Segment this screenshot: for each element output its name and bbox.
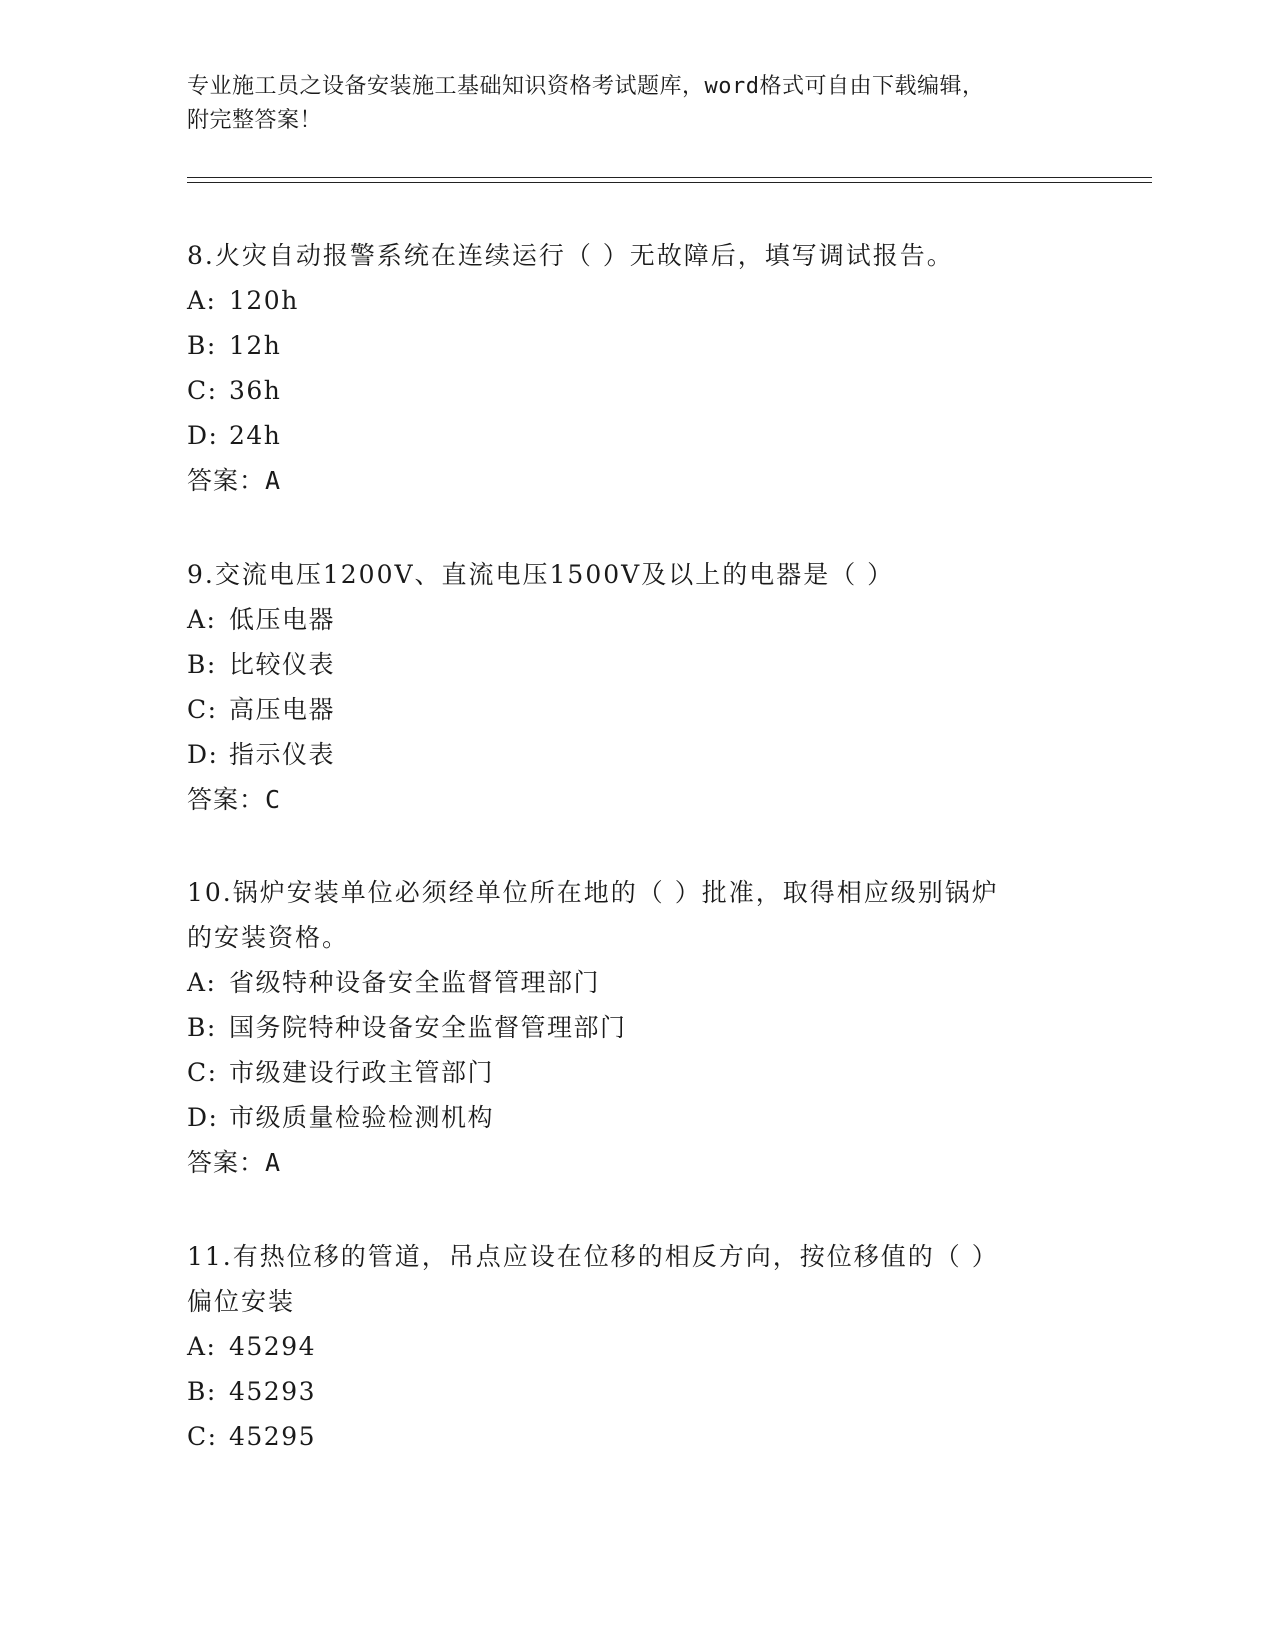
option-label: B: <box>187 331 217 360</box>
option-b <box>187 323 1087 368</box>
option-text: 24h <box>229 421 282 450</box>
option-b <box>187 1005 1087 1050</box>
option-text: 市级质量检验检测机构 <box>229 1103 495 1132</box>
question-stem-line-1: 10.锅炉安装单位必须经单位所在地的（ ）批准，取得相应级别锅炉 <box>187 878 999 907</box>
option-text: 12h <box>229 331 282 360</box>
header-line-2: 附完整答案！ <box>187 108 323 133</box>
option-a <box>187 278 1087 323</box>
answer-line: 答案：A <box>187 466 282 495</box>
option-b <box>187 1369 1087 1414</box>
option-label: C: <box>187 376 218 405</box>
option-label: D: <box>187 1103 219 1132</box>
option-text: 120h <box>229 286 299 315</box>
question-10 <box>187 870 1087 1185</box>
question-11 <box>187 1234 1087 1459</box>
question-stem: 8.火灾自动报警系统在连续运行（ ）无故障后，填写调试报告。 <box>187 241 954 270</box>
answer-line: 答案：C <box>187 785 282 814</box>
option-label: A: <box>187 1332 217 1361</box>
option-label: D: <box>187 740 219 769</box>
option-label: B: <box>187 1377 217 1406</box>
option-text: 45293 <box>229 1377 317 1406</box>
question-stem-line-2: 的安装资格。 <box>187 923 350 952</box>
question-8 <box>187 233 1087 503</box>
answer-line: 答案：A <box>187 1148 282 1177</box>
option-label: A: <box>187 968 217 997</box>
document-header <box>187 70 1087 138</box>
option-text: 低压电器 <box>229 605 336 634</box>
option-text: 指示仪表 <box>229 740 336 769</box>
option-label: C: <box>187 695 218 724</box>
option-c <box>187 1050 1087 1095</box>
option-label: C: <box>187 1058 218 1087</box>
option-c <box>187 1414 1087 1459</box>
option-c <box>187 687 1087 732</box>
option-label: B: <box>187 1013 217 1042</box>
option-text: 比较仪表 <box>229 650 336 679</box>
option-text: 36h <box>229 376 282 405</box>
option-label: B: <box>187 650 217 679</box>
option-label: D: <box>187 421 219 450</box>
option-label: A: <box>187 286 217 315</box>
option-text: 市级建设行政主管部门 <box>229 1058 495 1087</box>
option-a <box>187 960 1087 1005</box>
question-9 <box>187 552 1087 822</box>
option-text: 45295 <box>229 1422 317 1451</box>
option-c <box>187 368 1087 413</box>
header-divider-bottom <box>187 182 1152 183</box>
header-divider-top <box>187 177 1152 178</box>
option-label: C: <box>187 1422 218 1451</box>
option-a <box>187 1324 1087 1369</box>
question-stem-line-1: 11.有热位移的管道，吊点应设在位移的相反方向，按位移值的（ ） <box>187 1242 999 1271</box>
option-text: 省级特种设备安全监督管理部门 <box>229 968 601 997</box>
option-d <box>187 1095 1087 1140</box>
option-text: 国务院特种设备安全监督管理部门 <box>229 1013 627 1042</box>
option-b <box>187 642 1087 687</box>
option-d <box>187 413 1087 458</box>
option-label: A: <box>187 605 217 634</box>
question-stem-line-2: 偏位安装 <box>187 1287 296 1316</box>
option-d <box>187 732 1087 777</box>
option-text: 高压电器 <box>229 695 336 724</box>
header-line-1: 专业施工员之设备安装施工基础知识资格考试题库，word格式可自由下载编辑， <box>187 74 985 99</box>
question-stem: 9.交流电压1200V、直流电压1500V及以上的电器是（ ） <box>187 560 895 589</box>
option-text: 45294 <box>229 1332 317 1361</box>
option-a <box>187 597 1087 642</box>
